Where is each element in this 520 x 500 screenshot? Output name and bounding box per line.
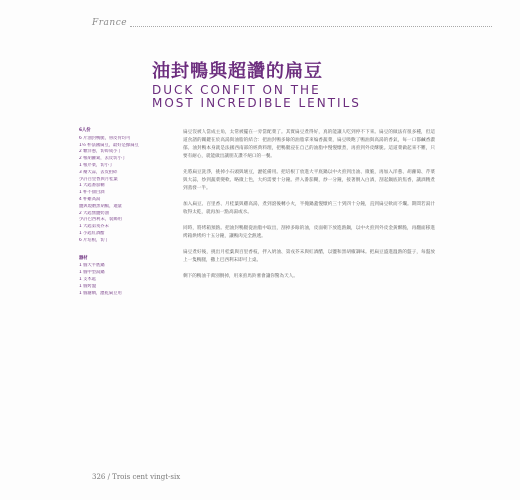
ingredient-item: 3 瓣大蒜，去皮拍碎 [79, 169, 118, 175]
ingredient-item: 少許巴西利末，裝飾用 [79, 217, 122, 223]
ingredient-item: 4 杯雞高湯 [79, 196, 101, 202]
method-paragraph: 同時，將烤箱預熱。把油封鴨腿從油脂中取出，刮掉多餘的油，皮面朝下放進熱鍋，以中火煎到外皮金黃酥脆，再翻面移進烤箱烘烤約十五分鐘，讓鴨肉完全熱透。 [183, 226, 435, 239]
ingredient-item: 1 小匙紅酒醋 [79, 230, 105, 236]
ingredient-item: 1 根芹菜，切小丁 [79, 162, 114, 168]
title-en-line-1: DUCK CONFIT ON THE [152, 83, 321, 97]
equipment-item: 1 個大平底鍋 [79, 263, 105, 269]
equipment-item: 1 個中型湯鍋 [79, 270, 105, 276]
intro-paragraph: 扁豆沒被人當成主角，太常被擺在一旁當配菜了。其實扁豆煮得好，真的能讓人吃到停不下來。扁豆的做法有很多種，但這道食譜的關鍵在於高湯與油脂的結合：把油封鴨多餘的油脂拿來煸香蔬菜，扁豆吸飽了鴨油與高湯的香氣，每一口都鹹香濃郁。油封鴨本身就是法國西南部的經典料理，把鴨腿浸在自己的油脂中慢慢燉煮，再煎到外皮酥脆。這道菜做起來不難，只要有耐心，就能做出讓朋友讚不絕口的一餐。 [183, 130, 435, 159]
equipment-list [79, 263, 171, 297]
equipment-item: 1 個濾網，瀝乾扁豆用 [79, 290, 122, 296]
ingredient-item: 少許百里香與月桂葉 [79, 176, 118, 182]
ingredient-item: 2 大匙無鹽奶油 [79, 210, 109, 216]
ingredient-item: 1 杯不甜白酒 [79, 190, 105, 196]
method-paragraph: 先將扁豆洗淨，挑掉小石頭與壞豆，瀝乾備用。把培根丁放進大平底鍋以中火煎到出油、微脆，再加入洋蔥、胡蘿蔔、芹菜與大蒜，炒到蔬菜變軟、略微上色，大約需要十分鐘。拌入番茄糊，炒一分鐘，接著倒入白酒，刮起鍋底的焦香，讓酒精煮到蒸發一半。 [183, 170, 435, 191]
ingredient-item: 2 顆洋蔥，切碎成小丁 [79, 149, 122, 155]
section-label: France [92, 18, 128, 28]
ingredient-item: 鹽與現磨黑胡椒，適量 [79, 203, 122, 209]
ingredient-item: 1 大匙第戎芥末 [79, 224, 109, 230]
ingredient-item: 6 片培根，切丁 [79, 237, 109, 243]
title-en-line-2: MOST INCREDIBLE LENTILS [152, 96, 361, 110]
method-paragraph: 扁豆煮好後，挑出月桂葉與百里香枝，拌入奶油、第戎芥末與紅酒醋，以鹽和黑胡椒調味。把扁豆盛進溫熱的盤子，每盤放上一隻鴨腿，撒上巴西利末即可上桌。 [183, 250, 435, 263]
header-rule [130, 26, 492, 27]
equipment-title: 器材 [79, 255, 88, 261]
ingredient-list [79, 136, 171, 245]
recipe-title-english [152, 84, 392, 110]
ingredient-item: 1½ 杯法國扁豆，最好是綠扁豆 [79, 142, 139, 148]
ingredient-item: 2 根胡蘿蔔，去皮切小丁 [79, 156, 127, 162]
page-header [92, 18, 492, 32]
page-footer: 326 / Trois cent vingt-six [92, 473, 181, 481]
servings-label: 6人份 [79, 128, 91, 133]
ingredient-item: 1 大匙番茄糊 [79, 183, 105, 189]
method-paragraph: 加入扁豆、百里香、月桂葉與雞高湯，煮到滾後轉小火，半掩鍋蓋慢燉約三十到四十分鐘，直到扁豆軟而不爛。期間若湯汁收得太乾，就再加一點高湯或水。 [183, 202, 435, 215]
recipe-title-chinese: 油封鴨與超讚的扁豆 [152, 61, 323, 82]
equipment-item: 1 個烤盤 [79, 283, 96, 289]
equipment-item: 1 支木匙 [79, 276, 96, 282]
ingredient-item: 6 片油封鴨腿，帶皮骨均可 [79, 135, 131, 141]
closing-paragraph: 剩下的鴨油千萬別倒掉，用來煎馬鈴薯會讓你驚為天人。 [183, 274, 298, 279]
ingredients-sidebar [79, 128, 171, 297]
recipe-body [183, 129, 435, 289]
